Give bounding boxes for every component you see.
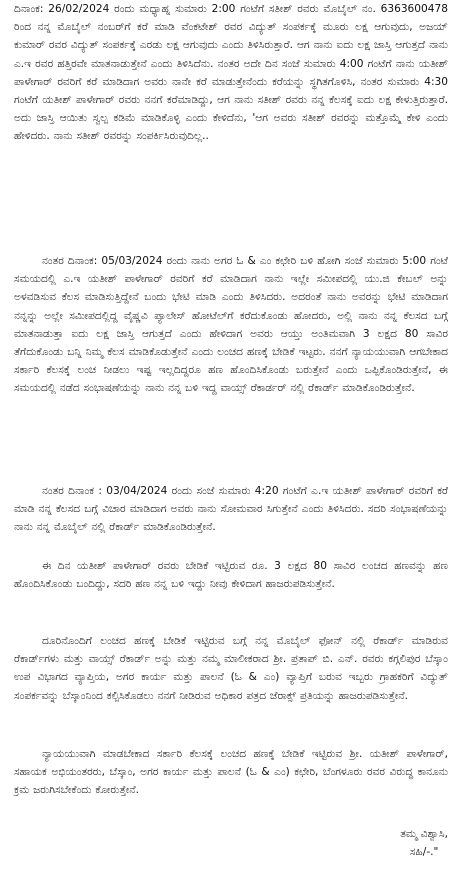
paragraph-bribe-amount: ಈ ದಿನ ಯತೀಶ್ ಪಾಳೇಗಾರ್ ರವರು ಬೇಡಿಕೆ ಇಟ್ಟಿರುವ ರೂ. 3 ಲಕ್ಷದ 80 ಸಾವಿರ ಲಂಚದ ಹಣವನ್ನು ಹಣ ಹೊಂದಿಸಿಕೊಂಡು ಬಂದಿದ್ದು, ಸದರಿ ಹಣ ನನ್ನ ಬಳಿ ಇದ್ದು ನೀವು ಕೇಳಿದಾಗ ಹಾಜರುಪಡಿಸುತ್ತೇನೆ. [14, 560, 448, 591]
paragraph-request-action: ನ್ಯಾಯಯುವಾಗಿ ಮಾಡಬೇಕಾದ ಸರ್ಕಾರಿ ಕೆಲಸಕ್ಕೆ ಲಂಚದ ಹಣಕ್ಕೆ ಬೇಡಿಕೆ ಇಟ್ಟಿರುವ ಶ್ರೀ. ಯತೀಶ್ ಪಾಳೇಗಾರ್, ಸಹಾಯಕ ಅಭಿಯಂತರರು, ಬೆಸ್ಕಾಂ, ಅಗರ ಕಾರ್ಯ ಮತ್ತು ಪಾಲನೆ (ಓ & ಎಂ) ಕಛೇರಿ, ಬೆಂಗಳೂರು ರವರ ವಿರುದ್ಧ ಕಾನೂನು ಕ್ರಮ ಜರುಗಿಸಬೇಕೆಂದು ಕೋರುತ್ತೇನೆ. [14, 748, 448, 797]
closing-text: ತಮ್ಮ ವಿಶ್ವಾಸಿ, [400, 828, 448, 840]
signature-text: ಸಹಿ/-." [409, 846, 439, 858]
paragraph-first-call: ದಿನಾಂಕ: 26/02/2024 ರಂದು ಮಧ್ಯಾಹ್ನ ಸುಮಾರು 2:00 ಗಂಟೆಗೆ ಸತೀಶ್ ರವರು ಮೊಬೈಲ್ ನಂ. 6363600478 ರಿಂದ ನನ್ನ ಮೊಬೈಲ್ ನಂಬರ್‌ಗೆ ಕರೆ ಮಾಡಿ ವೆಂಕಟೇಶ್ ರವರ ವಿದ್ಯುತ್ ಸಂಪರ್ಕಕ್ಕೆ ಮೂರು ಲಕ್ಷ ಆಗುವುದು, ಅಜಯ್ ಕುಮಾರ್ ರವರ ವಿದ್ಯುತ್ ಸಂಪರ್ಕಕ್ಕೆ ಎರಡು ಲಕ್ಷ ಆಗುವುದು ಎಂದು ತಿಳಿಸಿರುತ್ತಾರೆ. ಆಗ ನಾನು ಐದು ಲಕ್ಷ ಜಾಸ್ತಿ ಆಗುತ್ತದೆ ನಾನು ಎ.ಇ ರವರ ಹತ್ತಿರವೇ ಮಾತನಾಡುತ್ತೇನೆ ಎಂದು ತಿಳಿಸಿದೆನು. ನಂತರ ಅದೇ ದಿನ ಸಂಜೆ ಸುಮಾರು 4:00 ಗಂಟೆಗೆ ನಾನು ಯತೀಶ್ ಪಾಳೇಗಾರ್ ರವರಿಗೆ ಕರೆ ಮಾಡಿದಾಗ ಅವರು ನಾನೇ ಕರೆ ಮಾಡುತ್ತೇನೆಂದು ಕರೆಯನ್ನು ಸ್ಥಗಿತಗೊಳಿಸಿ, ನಂತರ ಸುಮಾರು 4:30 ಗಂಟೆಗೆ ಯತೀಶ್ ಪಾಳೇಗಾರ್ ರವರು ನನಗೆ ಕರೆಮಾಡಿದ್ದು, ಆಗ ನಾನು ಸತೀಶ್ ರವರು ನನ್ನ ಕೆಲಸಕ್ಕೆ ಐದು ಲಕ್ಷ ಕೇಳುತ್ತಿರುತ್ತಾರೆ. ಅದು ಜಾಸ್ತಿ ಆಯಿತು ಸ್ವಲ್ಪ ಕಡಿಮೆ ಮಾಡಿಕೊಳ್ಳಿ ಎಂದು ಕೇಳಿದೆನು, 'ಆಗ ಅವರು ಸತೀಶ್ ರವರನ್ನು ಮತ್ತೊಮ್ಮೆ ಕೇಳಿ ಎಂದು ಹೇಳಿದರು. ನಾನು ಸತೀಶ್ ರವರನ್ನು ಸಂಪರ್ಕಿಸಿರುವುದಿಲ್ಲ.. [14, 3, 448, 143]
paragraph-hotel-meeting: ನಂತರ ದಿನಾಂಕ: 05/03/2024 ರಂದು ನಾನು ಅಗರ ಓ & ಎಂ ಕಛೇರಿ ಬಳಿ ಹೋಗಿ ಸಂಜೆ ಸುಮಾರು 5:00 ಗಂಟೆ ಸಮಯದಲ್ಲಿ ಎ.ಇ ಯತೀಶ್ ಪಾಳೇಗಾರ್ ರವರಿಗೆ ಕರೆ ಮಾಡಿದಾಗ ನಾನು ಇಲ್ಲೇ ಸಮೀಪದಲ್ಲಿ ಯು.ಜಿ ಕೇಬಲ್ ಅನ್ನು ಅಳವಡಿಸುವ ಕೆಲಸ ಮಾಡಿಸುತ್ತಿದ್ದೇನೆ ಬಂದು ಭೇಟಿ ಮಾಡಿ ಎಂದು ತಿಳಿಸಿದರು. ಅದರಂತೆ ನಾನು ಅವರನ್ನು ಭೇಟಿ ಮಾಡಿದಾಗ ನನ್ನನ್ನು ಅಲ್ಲೇ ಸಮೀಪದಲ್ಲಿದ್ದ ವೈಷ್ಣವಿ ಪ್ಯಾಲೇಸ್ ಹೋಟೆಲ್‌ಗೆ ಕರೆದುಕೊಂಡು ಹೋದರು, ಅಲ್ಲಿ ನಾನು ನನ್ನ ಕೆಲಸದ ಬಗ್ಗೆ ಮಾತನಾಡುತ್ತಾ ಐದು ಲಕ್ಷ ಜಾಸ್ತಿ ಆಗುತ್ತದೆ ಎಂದು ಹೇಳಿದಾಗ ಅವರು ಆಯ್ತು ಅಂತಿಮವಾಗಿ 3 ಲಕ್ಷದ 80 ಸಾವಿರ ತೆಗೆದುಕೊಂಡು ಬನ್ನಿ ನಿಮ್ಮ ಕೆಲಸ ಮಾಡಿಕೊಡುತ್ತೇನೆ ಎಂದು ಲಂಚದ ಹಣಕ್ಕೆ ಬೇಡಿಕೆ ಇಟ್ಟರು. ನನಗೆ ನ್ಯಾಯಯುವಾಗಿ ಆಗಬೇಕಾದ ಸರ್ಕಾರಿ ಕೆಲಸಕ್ಕೆ ಲಂಚ ನೀಡಲು ಇಷ್ಟ ಇಲ್ಲದಿದ್ದರೂ ಹಣ ಹೊಂದಿಸಿಕೊಂಡು ಬರುತ್ತೇನೆ ಎಂದು ಒಪ್ಪಿಕೊಂಡಿರುತ್ತೇನೆ, ಈ ಸಮಯದಲ್ಲಿ ನಡೆದ ಸಂಭಾಷಣೆಯನ್ನು ನಾನು ನನ್ನ ಬಳಿ ಇದ್ದ ವಾಯ್ಸ್ ರೆಕಾರ್ಡರ್ ನಲ್ಲಿ ರೆಕಾರ್ಡ್ ಮಾಡಿಕೊಂಡಿರುತ್ತೇನೆ. [14, 255, 448, 395]
paragraph-evidence: ದೂರಿನೊಂದಿಗೆ ಲಂಚದ ಹಣಕ್ಕೆ ಬೇಡಿಕೆ ಇಟ್ಟಿರುವ ಬಗ್ಗೆ ನನ್ನ ಮೊಬೈಲ್ ಫೋನ್ ನಲ್ಲಿ ರೆಕಾರ್ಡ್ ಮಾಡಿರುವ ರೆಕಾರ್ಡ್‌ಗಳು ಮತ್ತು ವಾಯ್ಸ್ ರೆಕಾರ್ಡ್ ಅನ್ನು ಮತ್ತು ನಮ್ಮ ಮಾಲೀಕರಾದ ಶ್ರೀ. ಪ್ರತಾಪ್ ಬಿ. ಎನ್. ರವರು ಕಗ್ಗಲಿಪುರ ಬೆಸ್ಕಾಂ ಉಪ ವಿಭಾಗದ ವ್ಯಾಪ್ತಿಯ, ಅಗರ ಕಾರ್ಯ ಮತ್ತು ಪಾಲನೆ (ಓ & ಎಂ) ವ್ಯಾಪ್ತಿಗೆ ಬರುವ ಇಬ್ಬರು ಗ್ರಾಹಕರಿಗೆ ವಿದ್ಯುತ್ ಸಂಪರ್ಕವನ್ನು ಬೆಸ್ಕಾಂನಿಂದ ಕಲ್ಪಿಸಿಕೊಡಲು ನನಗೆ ನೀಡಿರುವ ಅಧಿಕಾರ ಪತ್ರದ ಜೆರಾಕ್ಸ್ ಪ್ರತಿಯನ್ನು ಹಾಜರುಪಡಿಸುತ್ತೇನೆ. [14, 635, 448, 702]
signature-block [400, 825, 448, 861]
paragraph-second-call: ನಂತರ ದಿನಾಂಕ : 03/04/2024 ರಂದು ಸಂಜೆ ಸುಮಾರು 4:20 ಗಂಟೆಗೆ ಎ.ಇ ಯತೀಶ್ ಪಾಳೇಗಾರ್ ರವರಿಗೆ ಕರೆ ಮಾಡಿ ನನ್ನ ಕೆಲಸದ ಬಗ್ಗೆ ವಿಚಾರ ಮಾಡಿದಾಗ ಅವರು ನಾನು ಸೋಮವಾರ ಸಿಗುತ್ತೇನೆ ಎಂದು ತಿಳಿಸಿದರು. ಸದರಿ ಸಂಭಾಷಣೆಯನ್ನು ನಾನು ನನ್ನ ಮೊಬೈಲ್ ನಲ್ಲಿ ರೆಕಾರ್ಡ್ ಮಾಡಿಕೊಂಡಿರುತ್ತೇನೆ. [14, 485, 448, 534]
